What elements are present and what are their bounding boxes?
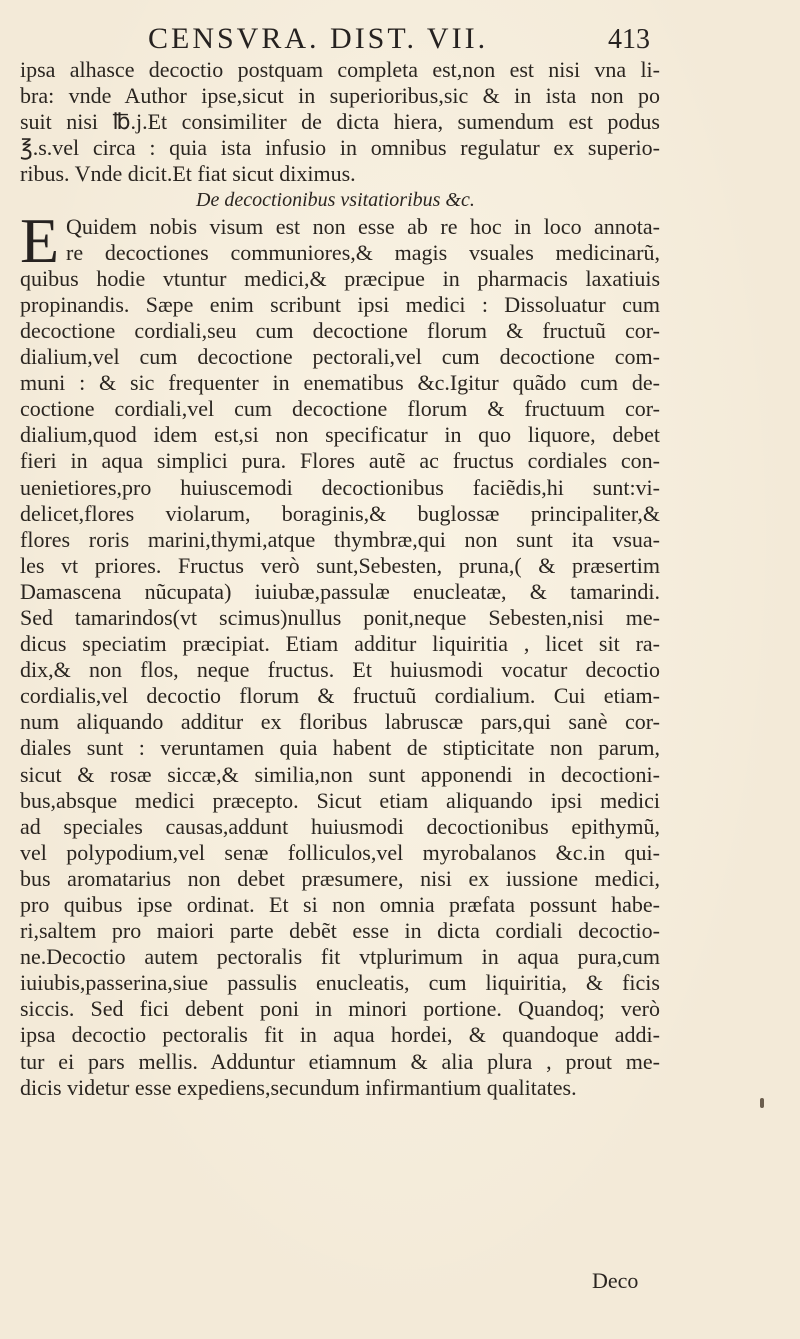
text-line: ipsa decoctio pectoralis fit in aqua hordei, & quandoque addi-: [20, 1022, 660, 1048]
text-line: coctione cordiali,vel cum decoctione florum & fructuum cor-: [20, 396, 660, 422]
text-line: dialium,quod idem est,si non specificatur in quo liquore, debet: [20, 422, 660, 448]
text-line: dicus speciatim præcipiat. Etiam additur liquiritia , licet sit ra-: [20, 631, 660, 657]
text-line: muni : & sic frequenter in enematibus &c.Igitur quãdo cum de-: [20, 370, 660, 396]
section-heading: De decoctionibus vsitatioribus &c.: [196, 189, 475, 212]
text-line: bus aromatarius non debet præsumere, nisi ex iussione medici,: [20, 865, 660, 891]
text-line: ad speciales causas,addunt huiusmodi decoctionibus epithymũ,: [20, 813, 660, 839]
body-text: [20, 57, 660, 1101]
text-line: cordialis,vel decoctio florum & fructuũ cordialium. Cui etiam-: [20, 683, 660, 709]
text-line: les vt priores. Fructus verò sunt,Sebesten, pruna,( & præsertim: [20, 552, 660, 578]
text-line: vel polypodium,vel senæ folliculos,vel myrobalanos &c.in qui-: [20, 839, 660, 865]
text-line: dicis videtur esse expediens,secundum infirmantium qualitates.: [20, 1074, 577, 1100]
ink-speck: [760, 1098, 764, 1108]
text-line: propinandis. Sæpe enim scribunt ipsi medici : Dissoluatur cum: [20, 291, 660, 317]
text-line: ne.Decoctio autem pectoralis fit vtplurimum in aqua pura,cum: [20, 944, 660, 970]
text-line: suit nisi ℔.j.Et consimiliter de dicta hiera, sumendum est podus: [20, 109, 660, 135]
text-line: delicet,flores violarum, boraginis,& buglossæ principaliter,&: [20, 500, 660, 526]
text-line: fieri in aqua simplici pura. Flores autẽ ac fructus cordiales con-: [20, 448, 660, 474]
text-line: dialium,vel cum decoctione pectorali,vel cum decoctione com-: [20, 344, 660, 370]
drop-capital: E: [20, 204, 60, 276]
text-line: bra: vnde Author ipse,sicut in superioribus,sic & in ista non po: [20, 83, 660, 109]
text-line: ribus. Vnde dicit.Et fiat sicut diximus.: [20, 161, 356, 187]
text-line: dix,& non flos, neque fructus. Et huiusmodi vocatur decoctio: [20, 657, 660, 683]
text-line: bus,absque medici præcepto. Sicut etiam aliquando ipsi medici: [20, 787, 660, 813]
text-line: siccis. Sed fici debent poni in minori portione. Quandoq; verò: [20, 996, 660, 1022]
text-line: Quidem nobis visum est non esse ab re hoc in loco annota-: [66, 213, 660, 239]
text-line: Sed tamarindos(vt scimus)nullus ponit,neque Sebesten,nisi me-: [20, 604, 660, 630]
text-line: pro quibus ipse ordinat. Et si non omnia præfata possunt habe-: [20, 892, 660, 917]
catchword: Deco: [592, 1268, 639, 1293]
text-line: iuiubis,passerina,siue passulis enucleatis, cum liquiritia, & ficis: [20, 970, 660, 996]
text-line: tur ei pars mellis. Adduntur etiamnum & alia plura , prout me-: [20, 1048, 660, 1074]
paragraph: [20, 204, 660, 1101]
page-number: 413: [608, 24, 650, 55]
text-line: re decoctiones communiores,& magis vsuales medicinarũ,: [66, 239, 660, 265]
text-line: uenietiores,pro huiuscemodi decoctionibus faciẽdis,hi sunt:vi-: [20, 474, 660, 500]
text-line: flores roris marini,thymi,atque thymbræ,qui non sunt ita vsua-: [20, 526, 660, 552]
running-head: CENSVRA. DIST. VII.: [148, 22, 489, 55]
text-line: sicut & rosæ siccæ,& similia,non sunt apponendi in decoctioni-: [20, 761, 660, 787]
text-line: decoctione cordiali,seu cum decoctione florum & fructuũ cor-: [20, 317, 660, 343]
text-line: ipsa alhasce decoctio postquam completa est,non est nisi vna li-: [20, 57, 660, 82]
text-line: diales sunt : veruntamen quia habent de stipticitate non parum,: [20, 735, 660, 761]
text-line: ri,saltem pro maiori parte debẽt esse in dicta cordiali decoctio-: [20, 918, 660, 944]
text-line: num aliquando additur ex floribus labruscæ pars,qui sanè cor-: [20, 709, 660, 735]
text-line: quibus hodie vtuntur medici,& præcipue in pharmacis laxatiuis: [20, 265, 660, 291]
text-line: Damascena nũcupata) iuiubæ,passulæ enucleatæ, & tamarindi.: [20, 578, 660, 604]
text-line: ℥.s.vel circa : quia ista infusio in omnibus regulatur ex superio-: [20, 135, 660, 161]
